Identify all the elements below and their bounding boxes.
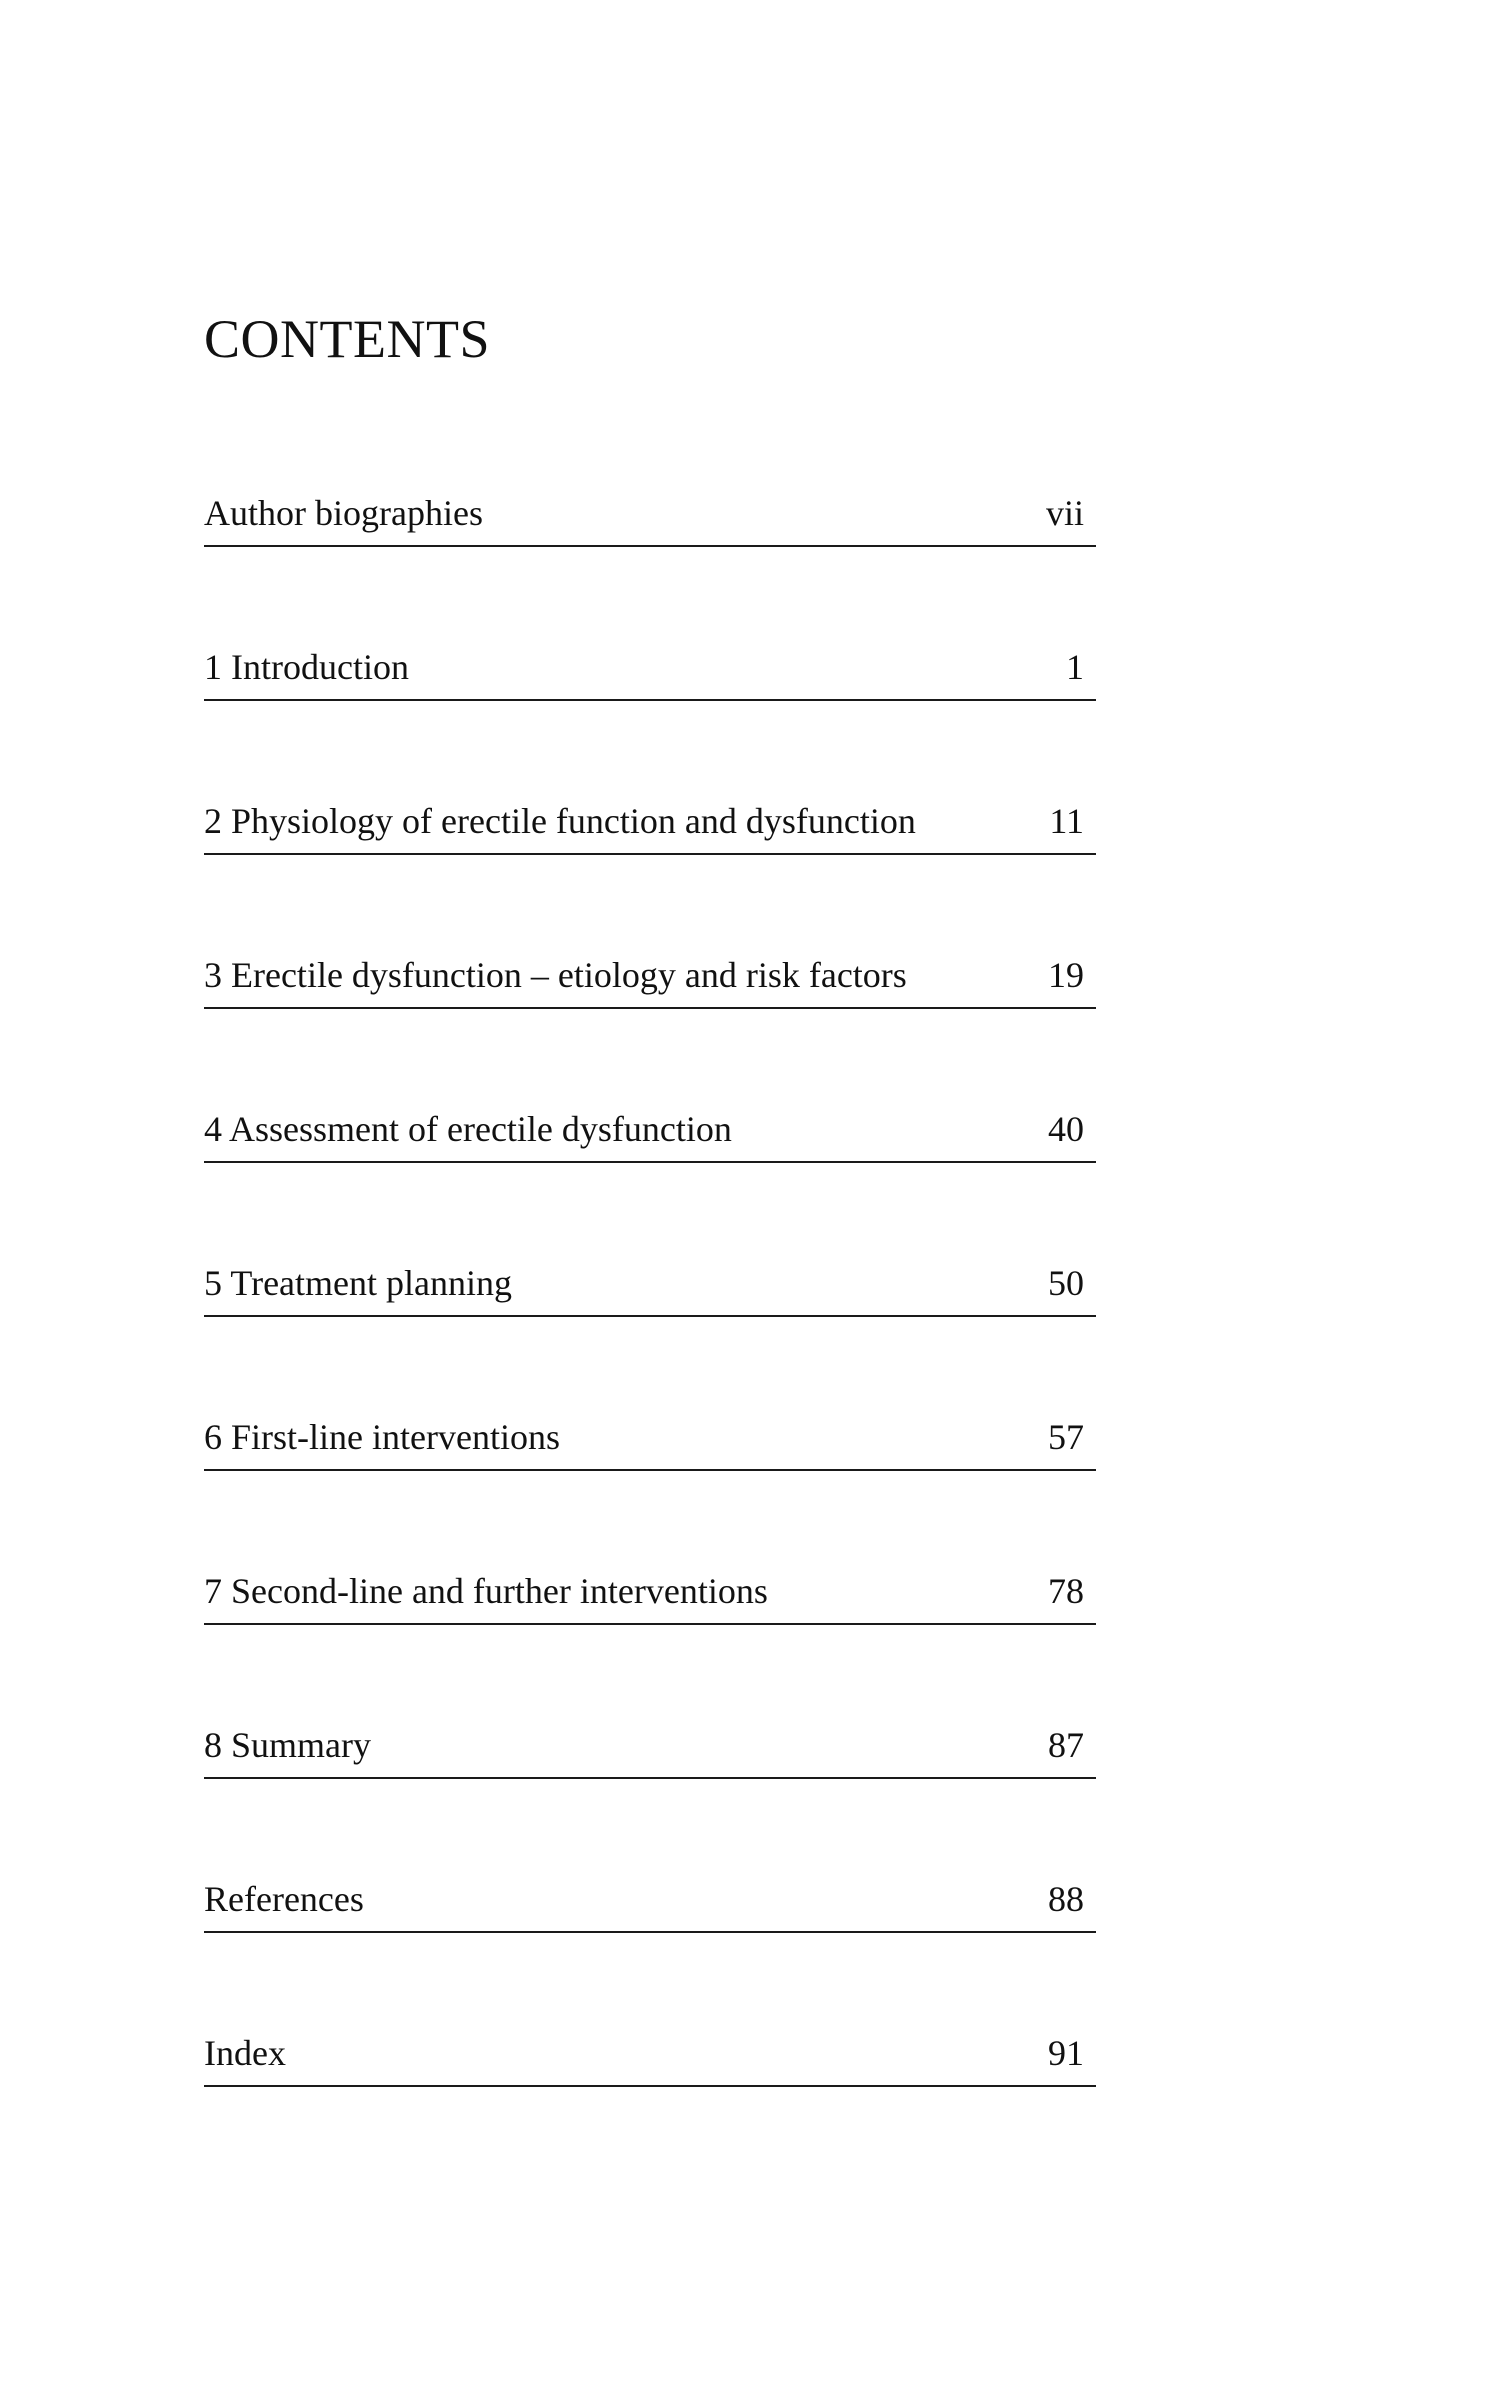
toc-entry-label: References [204,1879,364,1919]
toc-entry-introduction[interactable] [204,634,1096,788]
toc-divider [204,853,1096,855]
toc-entry-label: 1 Introduction [204,647,409,687]
toc-entry-page-number: 91 [1048,2033,1084,2073]
toc-entry-page-number: 78 [1048,1571,1084,1611]
toc-entry-etiology[interactable] [204,942,1096,1096]
toc-entry-references[interactable] [204,1866,1096,2020]
toc-entry-first-line[interactable] [204,1404,1096,1558]
toc-entry-label: Author biographies [204,493,483,533]
table-of-contents [204,480,1096,2174]
toc-divider [204,1931,1096,1933]
toc-entry-label: 7 Second-line and further interventions [204,1571,768,1611]
toc-entry-second-line[interactable] [204,1558,1096,1712]
toc-divider [204,2085,1096,2087]
page-title: CONTENTS [204,309,490,369]
toc-entry-summary[interactable] [204,1712,1096,1866]
toc-entry-label: Index [204,2033,286,2073]
toc-divider [204,1315,1096,1317]
toc-divider [204,1161,1096,1163]
toc-divider [204,699,1096,701]
toc-entry-label: 8 Summary [204,1725,371,1765]
toc-entry-treatment-planning[interactable] [204,1250,1096,1404]
toc-entry-label: 3 Erectile dysfunction – etiology and risk factors [204,955,907,995]
toc-entry-assessment[interactable] [204,1096,1096,1250]
toc-entry-page-number: 40 [1048,1109,1084,1149]
toc-entry-page-number: vii [1045,493,1084,533]
toc-entry-physiology[interactable] [204,788,1096,942]
toc-entry-label: 2 Physiology of erectile function and dysfunction [204,801,916,841]
toc-entry-label: 5 Treatment planning [204,1263,512,1303]
toc-entry-author-biographies[interactable] [204,480,1096,634]
toc-entry-page-number: 1 [1066,647,1084,687]
toc-entry-page-number: 19 [1048,955,1084,995]
toc-entry-page-number: 87 [1048,1725,1084,1765]
toc-entry-index[interactable] [204,2020,1096,2174]
toc-entry-label: 4 Assessment of erectile dysfunction [204,1109,732,1149]
toc-entry-page-number: 50 [1048,1263,1084,1303]
toc-entry-page-number: 88 [1048,1879,1084,1919]
toc-divider [204,1777,1096,1779]
toc-entry-page-number: 11 [1049,801,1084,841]
toc-divider [204,1623,1096,1625]
toc-divider [204,1007,1096,1009]
toc-divider [204,545,1096,547]
toc-entry-label: 6 First-line interventions [204,1417,560,1457]
toc-divider [204,1469,1096,1471]
toc-entry-page-number: 57 [1048,1417,1084,1457]
